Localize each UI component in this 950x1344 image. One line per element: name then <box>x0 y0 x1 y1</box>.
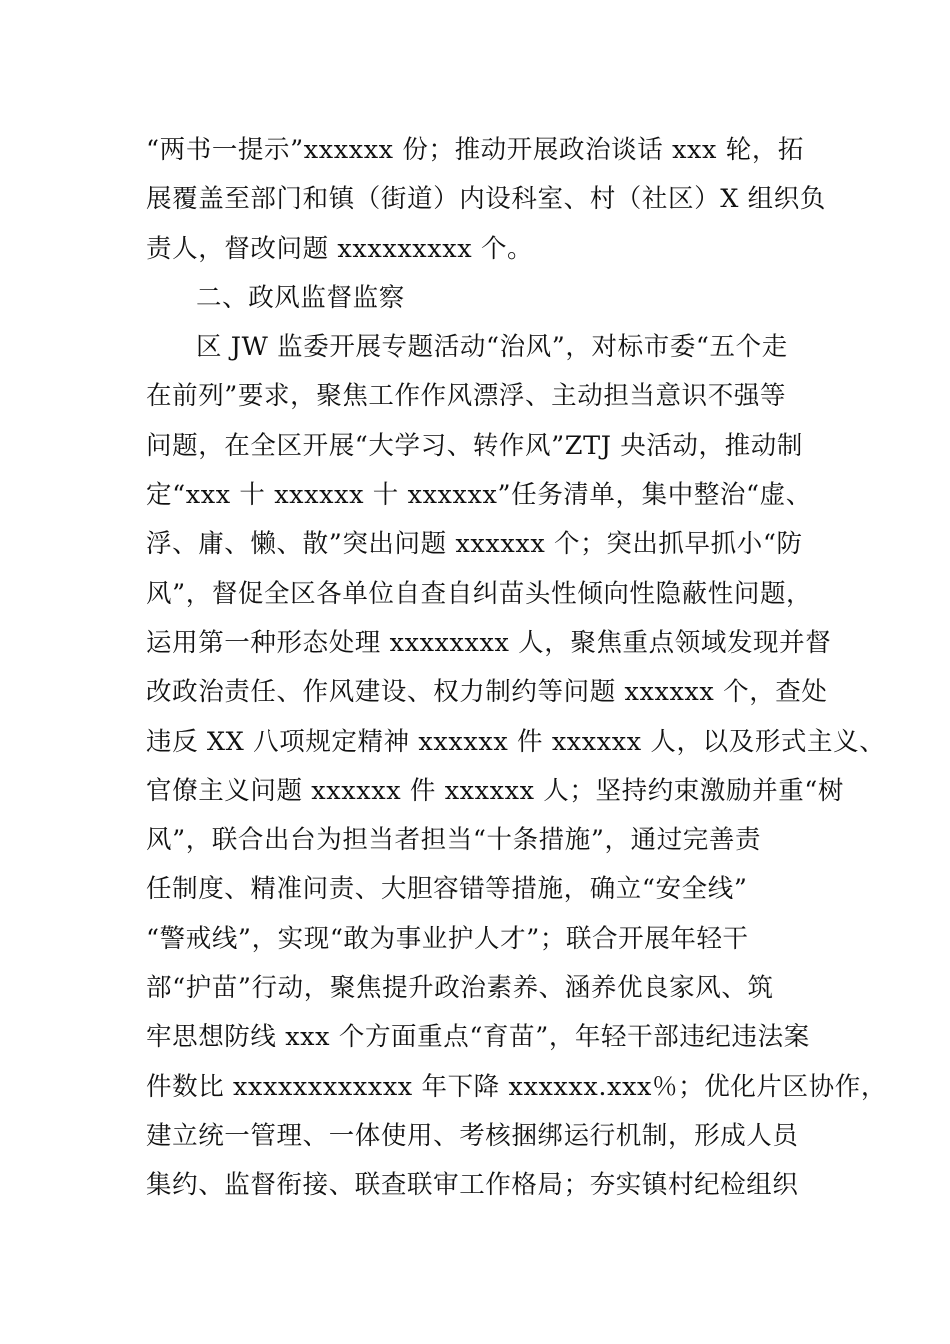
text-line: 任制度、精准问责、大胆容错等措施，确立“安全线” <box>146 874 748 905</box>
text-line: 官僚主义问题 xxxxxx 件 xxxxxx 人；坚持约束激励并重“树 <box>146 775 845 806</box>
text-line: 区 JW 监委开展专题活动“治风”，对标市委“五个走 <box>196 332 788 363</box>
section-heading: 二、政风监督监察 <box>196 282 405 313</box>
paragraph-2 <box>146 323 887 1210</box>
document-body <box>146 126 887 1211</box>
text-line: 改政治责任、作风建设、权力制约等问题 xxxxxx 个，查处 <box>146 677 828 708</box>
text-line: “警戒线”，实现“敢为事业护人才”；联合开展年轻干 <box>146 923 749 954</box>
text-line: 风”，联合出台为担当者担当“十条措施”，通过完善责 <box>146 825 762 856</box>
text-line: 建立统一管理、一体使用、考核捆绑运行机制，形成人员 <box>146 1120 799 1151</box>
text-line: 定“xxx 十 xxxxxx 十 xxxxxx”任务清单，集中整治“虚、 <box>146 480 812 511</box>
text-line: “两书一提示”xxxxxx 份；推动开展政治谈话 xxx 轮，拓 <box>146 135 805 165</box>
text-line: 集约、监督衔接、联查联审工作格局；夯实镇村纪检组织 <box>146 1170 799 1201</box>
text-line: 浮、庸、懒、散”突出问题 xxxxxx 个；突出抓早抓小“防 <box>146 529 803 560</box>
text-line: 运用第一种形态处理 xxxxxxxx 人，聚焦重点领域发现并督 <box>146 627 832 658</box>
text-line: 责人，督改问题 xxxxxxxxx 个。 <box>146 233 534 264</box>
text-line: 违反 XX 八项规定精神 xxxxxx 件 xxxxxx 人，以及形式主义、 <box>146 726 886 757</box>
text-line: 问题，在全区开展“大学习、转作风”ZTJ 央活动，推动制 <box>146 430 803 461</box>
text-line: 牢思想防线 xxx 个方面重点“育苗”，年轻干部违纪违法案 <box>146 1022 810 1053</box>
text-line: 在前列”要求，聚焦工作作风漂浮、主动担当意识不强等 <box>146 381 787 412</box>
text-line: 展覆盖至部门和镇（街道）内设科室、村（社区）X 组织负 <box>146 184 826 215</box>
text-line: 件数比 xxxxxxxxxxxx 年下降 xxxxxx.xxx％；优化片区协作， <box>146 1071 887 1102</box>
paragraph-1 <box>146 126 826 274</box>
text-line: 部“护苗”行动，聚焦提升政治素养、涵养优良家风、筑 <box>146 973 774 1004</box>
text-line: 风”，督促全区各单位自查自纠苗头性倾向性隐蔽性问题， <box>146 578 813 609</box>
